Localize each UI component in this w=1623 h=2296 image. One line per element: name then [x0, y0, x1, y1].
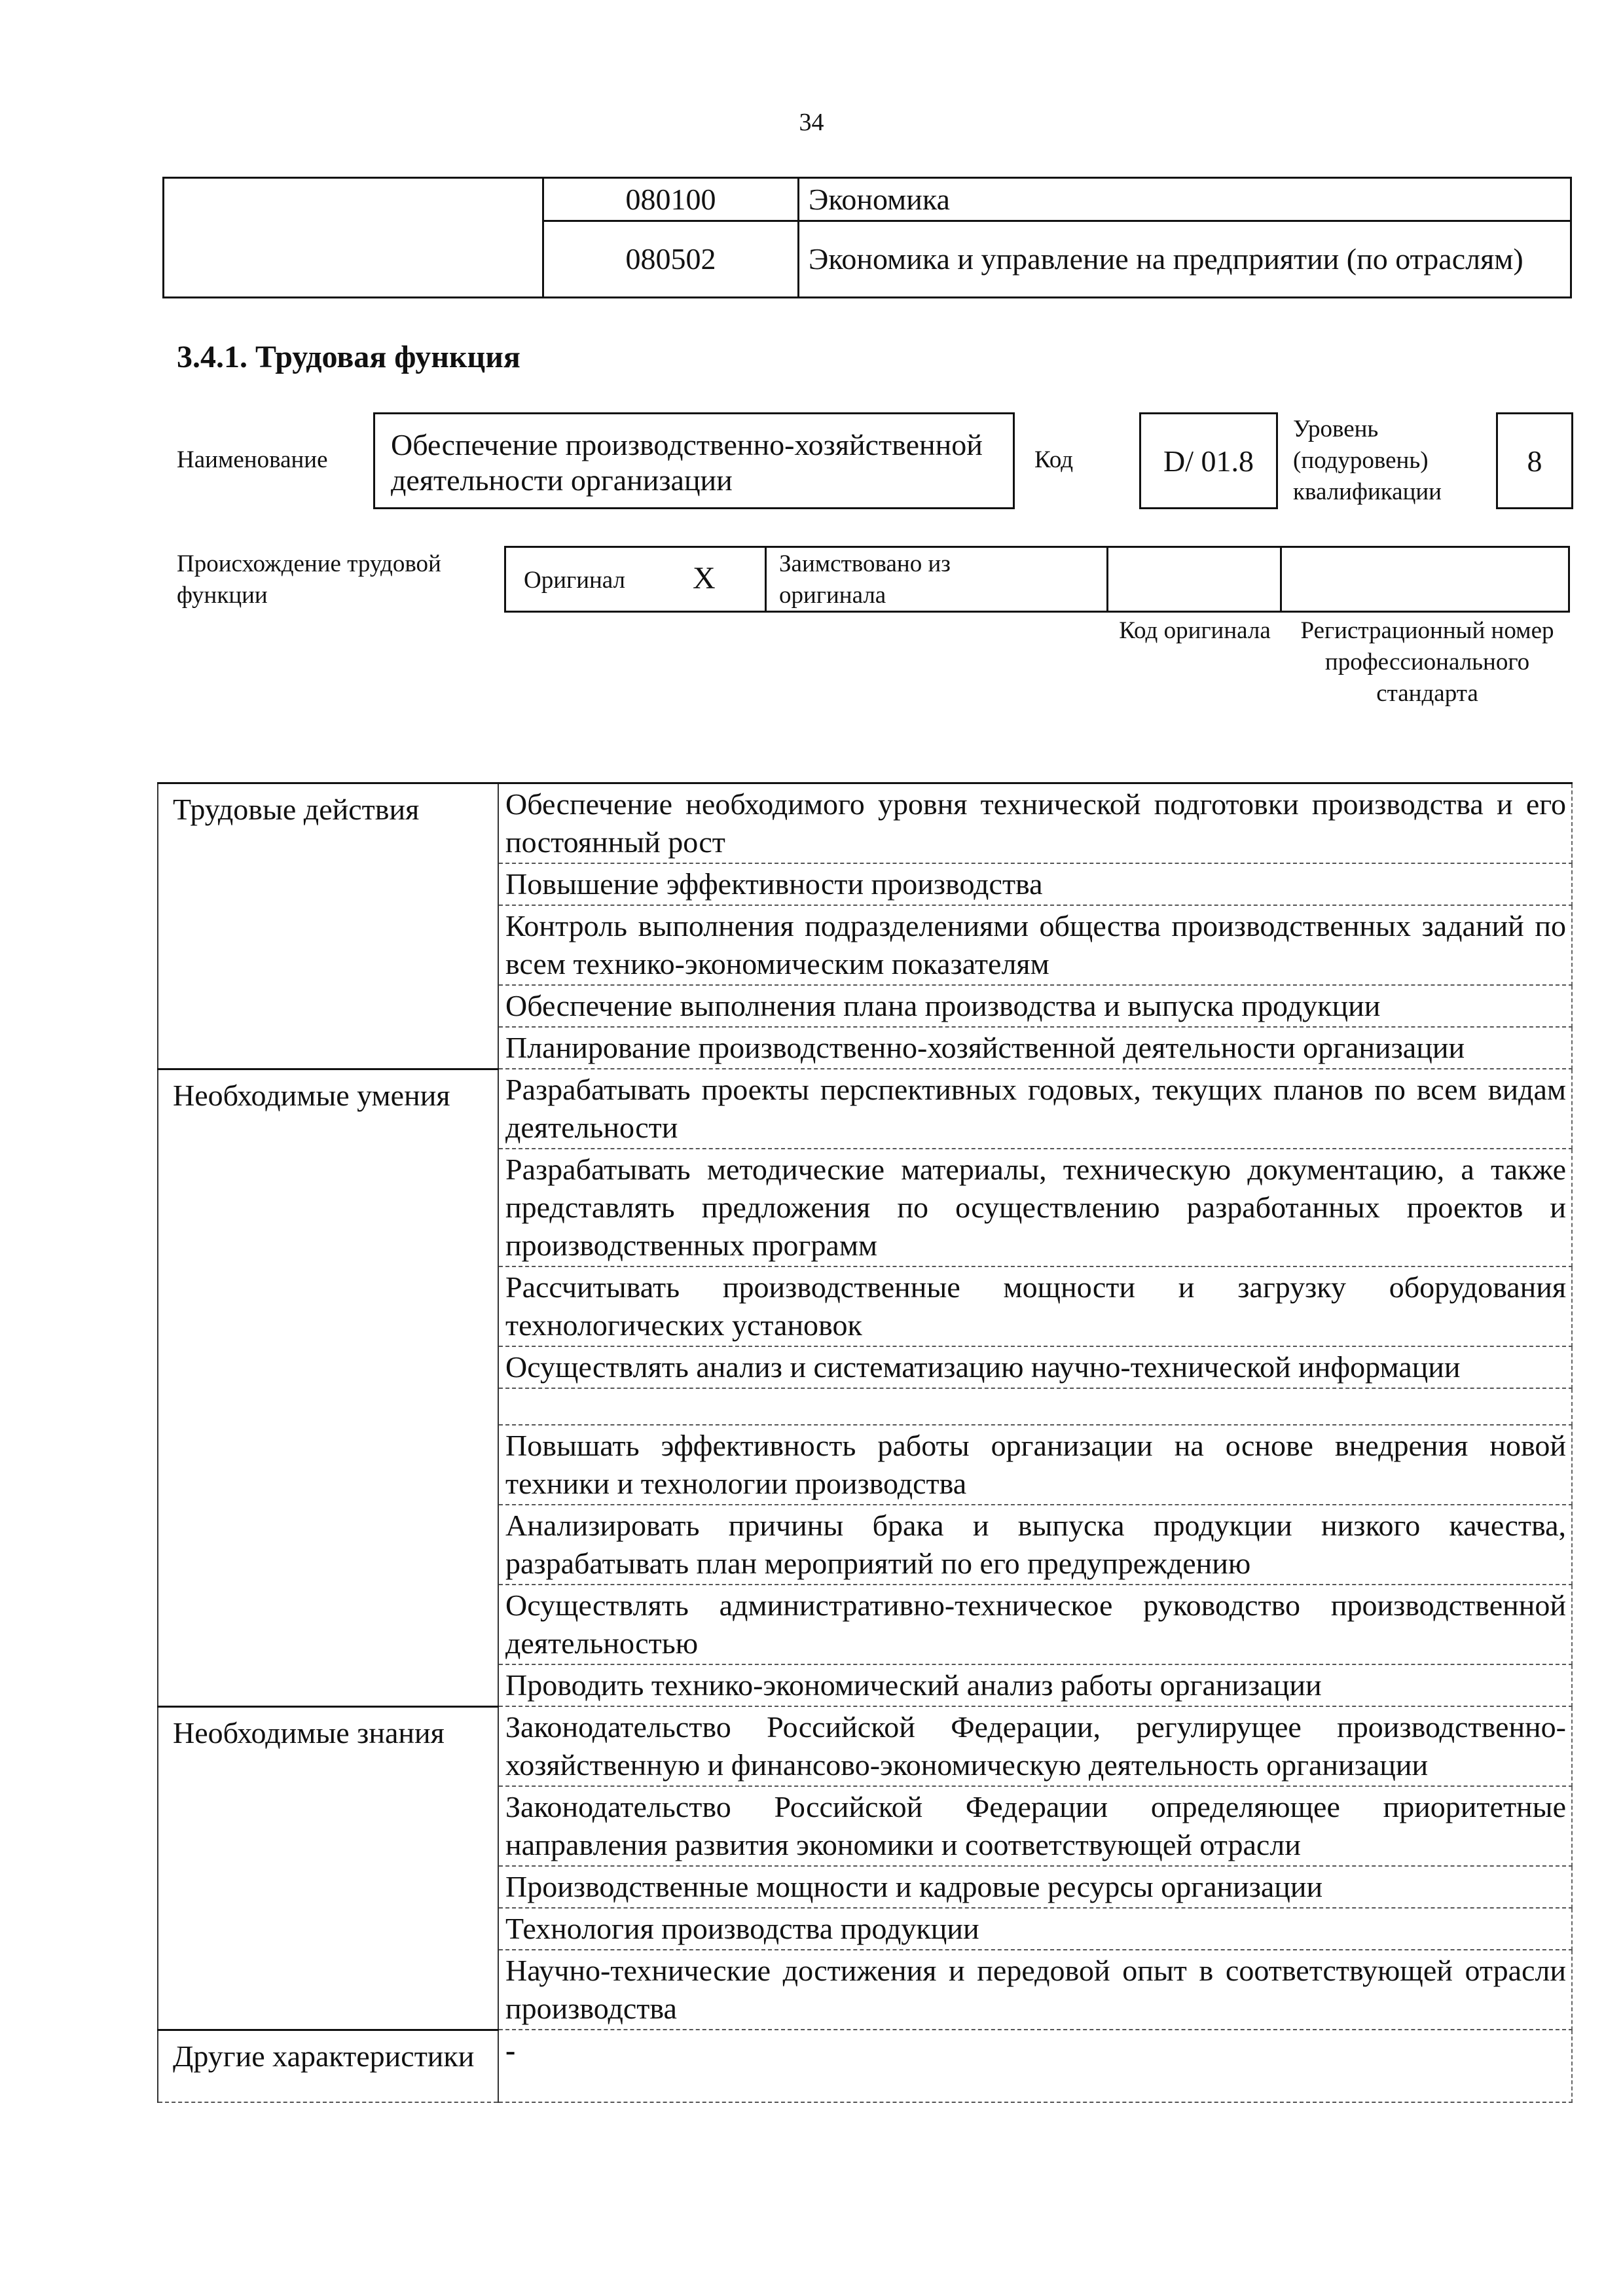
- divider: [1280, 546, 1282, 613]
- code-original-caption: Код оригинала: [1119, 617, 1271, 644]
- borrowed-label: Заимствовано из оригинала: [779, 550, 951, 609]
- education-table: [162, 177, 1572, 298]
- list-item: Обеспечение выполнения плана производства и выпуска продукции: [498, 985, 1572, 1027]
- table-row: [158, 783, 1572, 864]
- section-title: Другие характеристики: [158, 2030, 498, 2102]
- list-item: Рассчитывать производственные мощности и загрузку оборудования технологических установок: [498, 1266, 1572, 1346]
- function-code-box: [1139, 412, 1278, 509]
- function-name-box: [373, 412, 1015, 509]
- list-item: Разрабатывать методические материалы, техническую документацию, а также представлять предложения по осуществлению разработанных проектов и производственных программ: [498, 1149, 1572, 1266]
- list-item: Научно-технические достижения и передовой опыт в соответствующей отрасли производства: [498, 1950, 1572, 2030]
- table-row: [158, 1069, 1572, 1149]
- edu-name-cell: Экономика: [799, 178, 1571, 221]
- code-label: Код: [1034, 446, 1074, 473]
- divider: [765, 546, 767, 613]
- origin-label: Происхождение трудовой функции: [177, 550, 441, 609]
- name-label: Наименование: [177, 446, 328, 473]
- section-title: Трудовые действия: [158, 783, 498, 1069]
- list-item: Технология производства продукции: [498, 1908, 1572, 1950]
- level-value: 8: [1527, 444, 1542, 478]
- list-item: Анализировать причины брака и выпуска продукции низкого качества, разрабатывать план мероприятий по его предупреждению: [498, 1505, 1572, 1585]
- list-item: Осуществлять административно-техническое руководство производственной деятельностью: [498, 1585, 1572, 1664]
- section-title: Необходимые знания: [158, 1706, 498, 2030]
- level-box: [1496, 412, 1573, 509]
- function-name-value: Обеспечение производственно-хозяйственной деятельности организации: [391, 428, 983, 497]
- list-item: Разрабатывать проекты перспективных годовых, текущих планов по всем видам деятельности: [498, 1069, 1572, 1149]
- list-item: Осуществлять анализ и систематизацию научно-технической информации: [498, 1346, 1572, 1388]
- function-code-value: D/ 01.8: [1163, 444, 1254, 478]
- divider: [1106, 546, 1108, 613]
- edu-code-cell: 080100: [543, 178, 799, 221]
- list-item: Законодательство Российской Федерации, регулирущее производственно-хозяйственную и финансово-экономическую деятельность организации: [498, 1706, 1572, 1786]
- list-item: Производственные мощности и кадровые ресурсы организации: [498, 1866, 1572, 1908]
- list-item: Контроль выполнения подразделениями общества производственных заданий по всем технико-экономическим показателям: [498, 905, 1572, 985]
- original-mark: X: [693, 561, 716, 596]
- empty-cell: [164, 178, 543, 298]
- list-item: [498, 1388, 1572, 1425]
- table-row: [158, 2030, 1572, 2102]
- reg-number-caption: Регистрационный номер профессионального стандарта: [1300, 617, 1554, 707]
- origin-box: [504, 546, 1570, 613]
- list-item: Проводить технико-экономический анализ работы организации: [498, 1664, 1572, 1706]
- list-item: Законодательство Российской Федерации определяющее приоритетные направления развития экономики и соответствующей отрасли: [498, 1786, 1572, 1866]
- level-label: Уровень (подуровень) квалификации: [1293, 416, 1442, 505]
- list-item: Повышать эффективность работы организации на основе внедрения новой техники и технологии производства: [498, 1425, 1572, 1505]
- page-number: 34: [799, 109, 824, 136]
- list-item: Планирование производственно-хозяйственной деятельности организации: [498, 1027, 1572, 1069]
- table-row: [164, 178, 1571, 221]
- list-item: -: [498, 2030, 1572, 2102]
- edu-code-cell: 080502: [543, 221, 799, 298]
- table-row: [158, 1706, 1572, 1786]
- section-title: Необходимые умения: [158, 1069, 498, 1706]
- list-item: Обеспечение необходимого уровня технической подготовки производства и его постоянный рост: [498, 783, 1572, 864]
- original-label: Оригинал: [524, 567, 626, 594]
- list-item: Повышение эффективности производства: [498, 863, 1572, 905]
- function-details-table: [157, 782, 1573, 2103]
- edu-name-cell: Экономика и управление на предприятии (по отраслям): [799, 221, 1571, 298]
- section-heading: 3.4.1. Трудовая функция: [177, 340, 520, 374]
